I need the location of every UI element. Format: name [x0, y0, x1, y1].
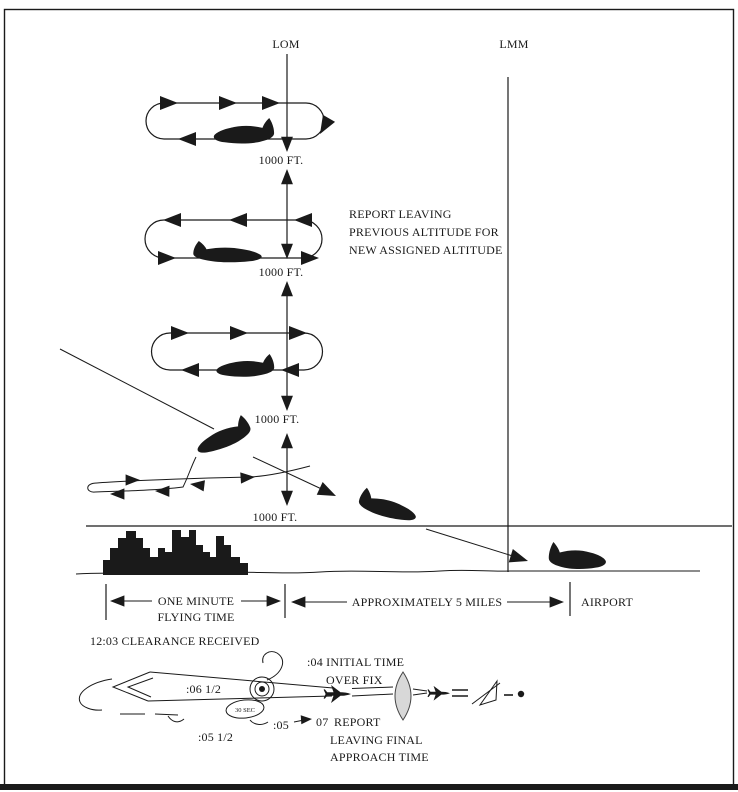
- turn-arc: [79, 679, 112, 710]
- fix-circle-center: [259, 686, 265, 692]
- svg-text:REPORT LEAVING: REPORT LEAVING: [349, 207, 452, 221]
- entry-arrow-outer-chevron: [113, 672, 150, 701]
- leader-arrow-07: [301, 715, 313, 725]
- descent-line-2: [253, 457, 328, 492]
- descent-pointer-line: [60, 349, 214, 429]
- hook-mid: [250, 720, 268, 724]
- low-pattern-bottom: [95, 457, 196, 492]
- equals-symbol: [452, 690, 468, 696]
- thirty-sec-label: 30 SEC: [234, 707, 256, 714]
- airplane-icon-hold-2: [193, 241, 261, 262]
- city-skyline: [103, 530, 248, 575]
- low-pattern-arrows: [110, 471, 255, 499]
- descent-arrow-2: [317, 482, 339, 502]
- figure-border: [5, 10, 734, 786]
- time-04-label-2: OVER FIX: [326, 673, 383, 687]
- airplane-icon-level: [357, 487, 420, 524]
- time-06-half-label: :06 1/2: [186, 682, 222, 696]
- time-05-label: :05: [273, 718, 289, 732]
- descent-arrow-3: [509, 549, 530, 568]
- time-07-number: 07: [316, 715, 329, 729]
- altitude-label-4: 1000 FT.: [252, 510, 298, 524]
- teardrop-loop: [263, 652, 283, 680]
- time-07-label-1: REPORT: [334, 715, 381, 729]
- report-note: [349, 207, 503, 257]
- marker-lens-icon: [395, 672, 411, 720]
- clearance-label: 12:03 CLEARANCE RECEIVED: [90, 634, 260, 648]
- hook-left: [168, 716, 184, 722]
- time-05-half-label: :05 1/2: [198, 730, 234, 744]
- track-lines: [352, 687, 427, 696]
- time-04-label-1: :04 INITIAL TIME: [307, 655, 405, 669]
- svg-text:PREVIOUS ALTITUDE FOR: PREVIOUS ALTITUDE FOR: [349, 225, 499, 239]
- glider-icon: [472, 681, 500, 705]
- time-07-label-2: LEAVING FINAL: [330, 733, 423, 747]
- svg-text:NEW ASSIGNED ALTITUDE: NEW ASSIGNED ALTITUDE: [349, 243, 503, 257]
- descent-line-3: [426, 529, 519, 558]
- timing-diagram: [79, 652, 524, 725]
- airplane-icon-hold-1: [214, 118, 274, 144]
- dot-symbol: [518, 691, 524, 697]
- dashed-return-path: [120, 714, 178, 715]
- one-minute-label-2: FLYING TIME: [157, 610, 235, 624]
- airplane-icon-landing: [549, 542, 606, 569]
- airplane-icon-descending: [191, 414, 253, 457]
- bottom-rule: [0, 784, 738, 790]
- airplane-icon-past-marker: [427, 686, 449, 701]
- time-07-label-3: APPROACH TIME: [330, 750, 429, 764]
- lom-label: LOM: [272, 37, 300, 51]
- one-minute-label-1: ONE MINUTE: [157, 594, 235, 608]
- altitude-label-1: 1000 FT.: [258, 153, 304, 167]
- altitude-label-3: 1000 FT.: [254, 412, 300, 426]
- low-pattern-turn: [88, 483, 97, 492]
- entry-arrow-legs: [148, 672, 333, 701]
- altitude-label-2: 1000 FT.: [258, 265, 304, 279]
- airport-label: AIRPORT: [581, 595, 634, 609]
- lmm-label: LMM: [499, 37, 529, 51]
- five-miles-label: APPROXIMATELY 5 MILES: [351, 595, 503, 609]
- airplane-icon-hold-3: [216, 354, 274, 377]
